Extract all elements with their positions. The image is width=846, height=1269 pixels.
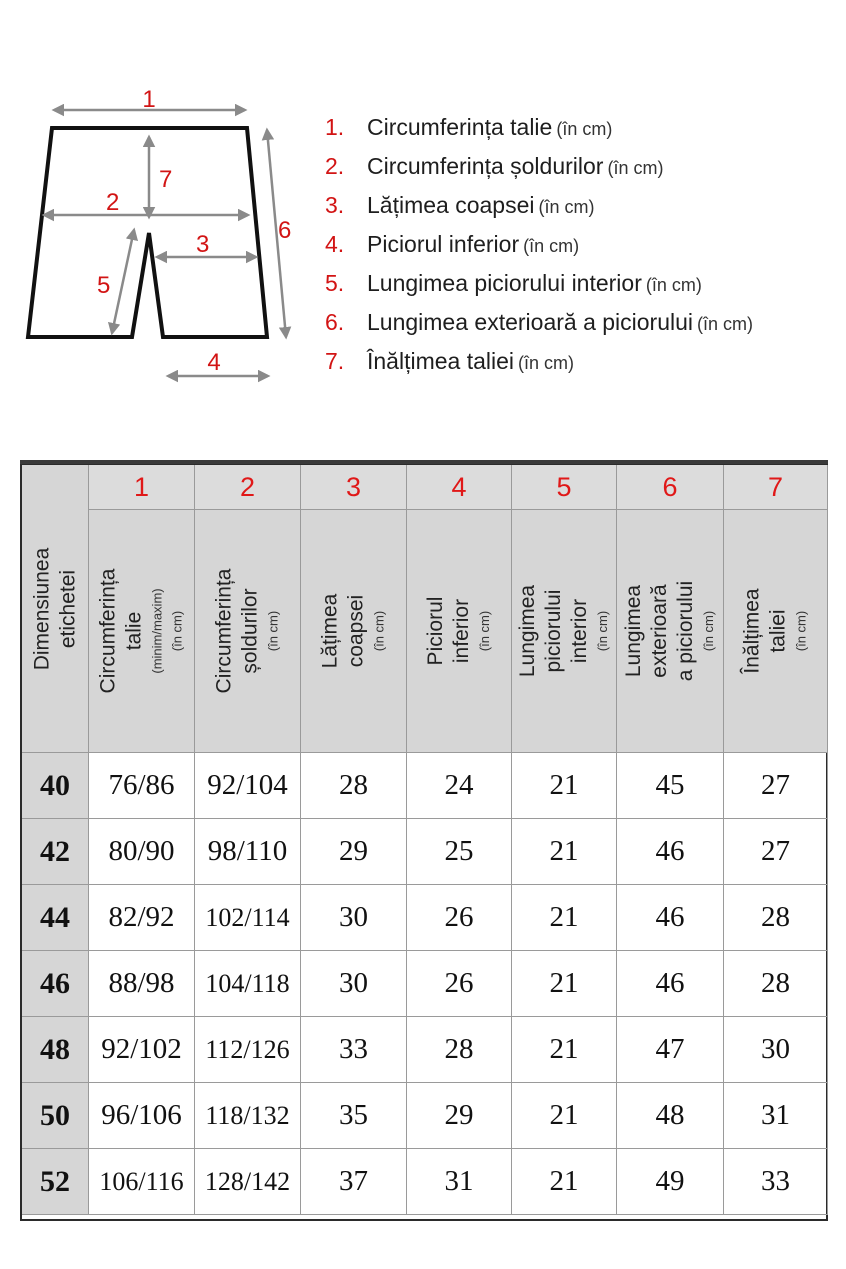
table-cell: 30 <box>724 1017 828 1083</box>
table-cell: 31 <box>407 1149 512 1215</box>
column-title: Lățimea coapsei <box>318 593 368 669</box>
diagram-label-1: 1 <box>142 86 156 113</box>
column-unit: (în cm) <box>265 610 281 652</box>
legend-unit: (în cm) <box>607 158 664 178</box>
column-number-5: 5 <box>512 465 617 510</box>
size-label-42: 42 <box>22 819 89 885</box>
table-cell: 128/142 <box>195 1149 301 1215</box>
column-unit: (în cm) <box>477 610 492 652</box>
column-number-6: 6 <box>617 465 724 510</box>
diagram-label-6: 6 <box>278 217 292 244</box>
size-label-48: 48 <box>22 1017 89 1083</box>
table-cell: 96/106 <box>89 1083 195 1149</box>
column-title: Circumferința talie <box>96 568 146 694</box>
table-cell: 28 <box>724 951 828 1017</box>
table-cell: 98/110 <box>195 819 301 885</box>
column-unit: (în cm) <box>701 610 716 652</box>
diagram-label-4: 4 <box>207 349 221 376</box>
legend-item <box>325 186 840 225</box>
table-cell: 24 <box>407 753 512 819</box>
table-cell: 92/104 <box>195 753 301 819</box>
table-cell: 21 <box>512 1017 617 1083</box>
table-cell: 112/126 <box>195 1017 301 1083</box>
table-cell: 28 <box>407 1017 512 1083</box>
table-cell: 76/86 <box>89 753 195 819</box>
column-number-3: 3 <box>301 465 407 510</box>
table-cell: 102/114 <box>195 885 301 951</box>
column-number-4: 4 <box>407 465 512 510</box>
column-number-7: 7 <box>724 465 828 510</box>
column-subtitle: (minim/maxim) <box>149 588 165 674</box>
legend-label: Lungimea exterioară a piciorului <box>367 309 694 335</box>
legend-label: Piciorul inferior <box>367 231 520 257</box>
table-cell: 118/132 <box>195 1083 301 1149</box>
legend-unit: (în cm) <box>518 353 575 373</box>
table-cell: 33 <box>724 1149 828 1215</box>
legend-item <box>325 225 840 264</box>
table-cell: 26 <box>407 885 512 951</box>
diagram-label-3: 3 <box>196 231 210 258</box>
column-header-6 <box>617 510 724 753</box>
legend-unit: (în cm) <box>538 197 595 217</box>
legend-unit: (în cm) <box>523 236 580 256</box>
column-title: Lungimea piciorului interior <box>516 584 591 678</box>
legend-item <box>325 147 840 186</box>
column-title: Circumferința șoldurilor <box>212 568 262 694</box>
table-cell: 80/90 <box>89 819 195 885</box>
table-cell: 27 <box>724 753 828 819</box>
table-cell: 104/118 <box>195 951 301 1017</box>
table-cell: 46 <box>617 885 724 951</box>
size-label-50: 50 <box>22 1083 89 1149</box>
table-cell: 30 <box>301 885 407 951</box>
table-cell: 35 <box>301 1083 407 1149</box>
legend-number: 4. <box>325 231 345 257</box>
arrow-5 <box>112 230 134 333</box>
legend-number: 1. <box>325 114 345 140</box>
legend-number: 6. <box>325 309 345 335</box>
table-cell: 30 <box>301 951 407 1017</box>
table-cell: 28 <box>724 885 828 951</box>
size-column-header <box>22 465 89 753</box>
column-unit: (în cm) <box>595 610 610 652</box>
legend-unit: (în cm) <box>645 275 702 295</box>
legend-item <box>325 303 840 342</box>
table-cell: 31 <box>724 1083 828 1149</box>
size-label-52: 52 <box>22 1149 89 1215</box>
legend-item <box>325 108 840 147</box>
size-table <box>20 463 828 1221</box>
table-cell: 106/116 <box>89 1149 195 1215</box>
column-unit: (în cm) <box>371 610 387 652</box>
legend-unit: (în cm) <box>556 119 613 139</box>
table-cell: 28 <box>301 753 407 819</box>
table-cell: 49 <box>617 1149 724 1215</box>
column-header-5 <box>512 510 617 753</box>
table-cell: 29 <box>407 1083 512 1149</box>
size-label-46: 46 <box>22 951 89 1017</box>
legend-label: Lățimea coapsei <box>367 192 535 218</box>
legend-label: Înălțimea taliei <box>367 348 515 374</box>
diagram-label-2: 2 <box>106 189 120 216</box>
measurement-legend <box>325 108 840 381</box>
table-cell: 37 <box>301 1149 407 1215</box>
table-cell: 21 <box>512 1149 617 1215</box>
column-title: Lungimea exterioară a piciorului <box>622 580 697 682</box>
column-unit: (în cm) <box>169 610 185 652</box>
size-label-44: 44 <box>22 885 89 951</box>
table-cell: 88/98 <box>89 951 195 1017</box>
legend-label: Circumferința talie <box>367 114 553 140</box>
column-unit: (în cm) <box>793 610 809 652</box>
table-cell: 92/102 <box>89 1017 195 1083</box>
column-title: Piciorul inferior <box>424 596 473 666</box>
legend-label: Circumferința șoldurilor <box>367 153 604 179</box>
column-title: Înălțimea taliei <box>740 588 790 674</box>
column-header-4 <box>407 510 512 753</box>
shorts-outline <box>28 128 267 337</box>
table-cell: 21 <box>512 819 617 885</box>
column-header-1 <box>89 510 195 753</box>
table-cell: 25 <box>407 819 512 885</box>
table-cell: 21 <box>512 753 617 819</box>
column-header-3 <box>301 510 407 753</box>
column-header-2 <box>195 510 301 753</box>
diagram-label-7: 7 <box>159 166 173 193</box>
legend-label: Lungimea piciorului interior <box>367 270 642 296</box>
table-cell: 82/92 <box>89 885 195 951</box>
legend-item <box>325 342 840 381</box>
table-cell: 27 <box>724 819 828 885</box>
legend-number: 2. <box>325 153 345 179</box>
table-cell: 21 <box>512 951 617 1017</box>
shorts-measurement-diagram <box>20 75 300 395</box>
table-cell: 21 <box>512 1083 617 1149</box>
table-cell: 46 <box>617 951 724 1017</box>
table-cell: 46 <box>617 819 724 885</box>
table-cell: 48 <box>617 1083 724 1149</box>
table-cell: 47 <box>617 1017 724 1083</box>
table-cell: 29 <box>301 819 407 885</box>
legend-number: 5. <box>325 270 345 296</box>
legend-item <box>325 264 840 303</box>
legend-unit: (în cm) <box>697 314 754 334</box>
legend-number: 3. <box>325 192 345 218</box>
column-header-7 <box>724 510 828 753</box>
table-cell: 33 <box>301 1017 407 1083</box>
table-cell: 26 <box>407 951 512 1017</box>
table-cell: 21 <box>512 885 617 951</box>
size-header-label: Dimensiunea etichetei <box>30 547 80 670</box>
diagram-label-5: 5 <box>97 272 111 299</box>
legend-number: 7. <box>325 348 345 374</box>
column-number-2: 2 <box>195 465 301 510</box>
column-number-1: 1 <box>89 465 195 510</box>
table-cell: 45 <box>617 753 724 819</box>
size-label-40: 40 <box>22 753 89 819</box>
